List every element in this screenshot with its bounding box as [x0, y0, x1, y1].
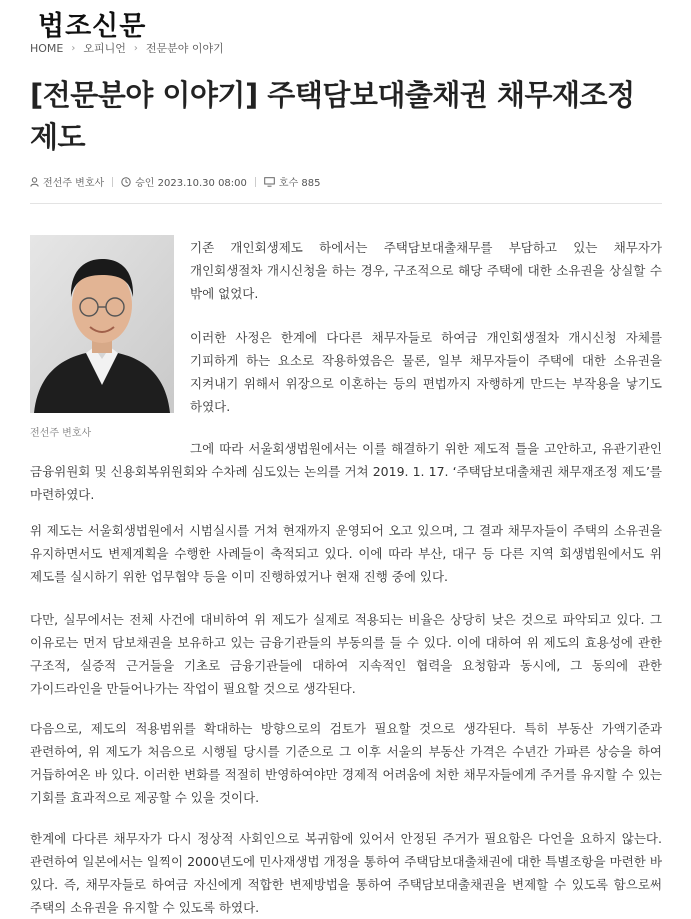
article-paragraph: 다만, 실무에서는 전체 사건에 대비하여 위 제도가 실제로 적용되는 비율은 상당히 낮은 것으로 파악되고 있다. 그 이유로는 먼저 담보채권을 보유하고 있는 금융기관들의 부동의를 들 수 있다. 이에 대하여 위 제도의 효용성에 관한 구조적, 실증적 근거들을 기초로 금융기관들에 대하여 지속적인 협력을 요청함과 동시에, 그 동의에 관한 가이드라인을 만들어나가는 작업이 필요할 것으로 생각된다.: [30, 612, 662, 696]
article-title: [전문분야 이야기] 주택담보대출채권 채무재조정 제도: [30, 78, 635, 154]
author-name: 전선주 변호사: [43, 178, 105, 189]
article-paragraph: 위 제도는 서울회생법원에서 시범실시를 거쳐 현재까지 운영되어 오고 있으며, 그 결과 채무자들이 주택의 소유권을 유지하면서도 변제계획을 수행한 사례들이 축적되고 있다. 이에 따라 부산, 대구 등 다른 지역 회생법원에서도 위 제도를 실시하기 위한 업무협약 등을 이미 진행하였거나 현재 진행 중에 있다.: [30, 523, 662, 584]
user-icon: [30, 177, 39, 187]
photo-caption: 전선주 변호사: [30, 428, 92, 439]
breadcrumb: [30, 40, 224, 56]
issue-number: 호수 885: [278, 178, 321, 189]
header-divider: [30, 203, 662, 204]
article-paragraph: 한계에 다다른 채무자가 다시 정상적 사회인으로 복귀함에 있어서 안정된 주거가 필요함은 다언을 요하지 않는다. 관련하여 일본에서는 일찍이 2000년도에 민사재생법 개정을 통하여 주택담보대출채권에 대한 특별조항을 마련한 바 있다. 즉, 채무자들로 하여금 자신에게 적합한 변제방법을 통하여 주택담보대출채권을 변제할 수 있도록 함으로써 주택의 소유권을 유지할 수 있도록 하였다.: [30, 831, 662, 915]
article-paragraph: 기존 개인회생제도 하에서는 주택담보대출채무를 부담하고 있는 채무자가 개인회생절차 개시신청을 하는 경우, 구조적으로 해당 주택에 대한 소유권을 상실할 수 밖에 없었다.: [190, 240, 662, 301]
chevron-right-icon: ›: [71, 42, 76, 54]
monitor-icon: [264, 177, 275, 187]
breadcrumb-home[interactable]: HOME: [30, 41, 64, 55]
issue-info: [264, 174, 321, 189]
article-paragraph: 이러한 사정은 한계에 다다른 채무자들로 하여금 개인회생절차 개시신청 자체를 기피하게 하는 요소로 작용하였음은 물론, 일부 채무자들이 주택에 대한 소유권을 지켜내기 위해서 위장으로 이혼하는 등의 편법까지 자행하게 만드는 부작용을 낳기도 하였다.: [190, 330, 662, 414]
clock-icon: [121, 177, 131, 187]
article-meta: [30, 174, 321, 189]
breadcrumb-section[interactable]: 오피니언: [83, 42, 126, 55]
approved-date: 승인 2023.10.30 08:00: [135, 178, 247, 189]
site-logo[interactable]: 법조신문: [38, 11, 147, 42]
meta-divider: [255, 177, 256, 187]
meta-divider: [112, 177, 113, 187]
breadcrumb-subsection[interactable]: 전문분야 이야기: [145, 42, 224, 55]
article-paragraph: 다음으로, 제도의 적용범위를 확대하는 방향으로의 검토가 필요할 것으로 생각된다. 특히 부동산 가액기준과 관련하여, 위 제도가 처음으로 시행될 당시를 기준으로 그 이후 서울의 부동산 가격은 수년간 가파른 상승을 하여 거듭하여온 바 있다. 이러한 변화를 적절히 반영하여야만 경제적 어려움에 처한 채무자들에게 주거를 유지할 수 있는 기회를 효과적으로 제공할 수 있을 것이다.: [30, 721, 662, 805]
author-info: [30, 174, 104, 189]
author-photo: [30, 235, 174, 413]
article-paragraph: 그에 따라 서울회생법원에서는 이를 해결하기 위한 제도적 틀을 고안하고, 유관기관인 금융위원회 및 신용회복위원회와 수차례 심도있는 논의를 거쳐 2019. 1. 17. ‘주택담보대출채권 채무재조정 제도’를 마련하였다.: [30, 441, 662, 502]
approved-info: [121, 174, 247, 189]
chevron-right-icon: ›: [133, 42, 138, 54]
